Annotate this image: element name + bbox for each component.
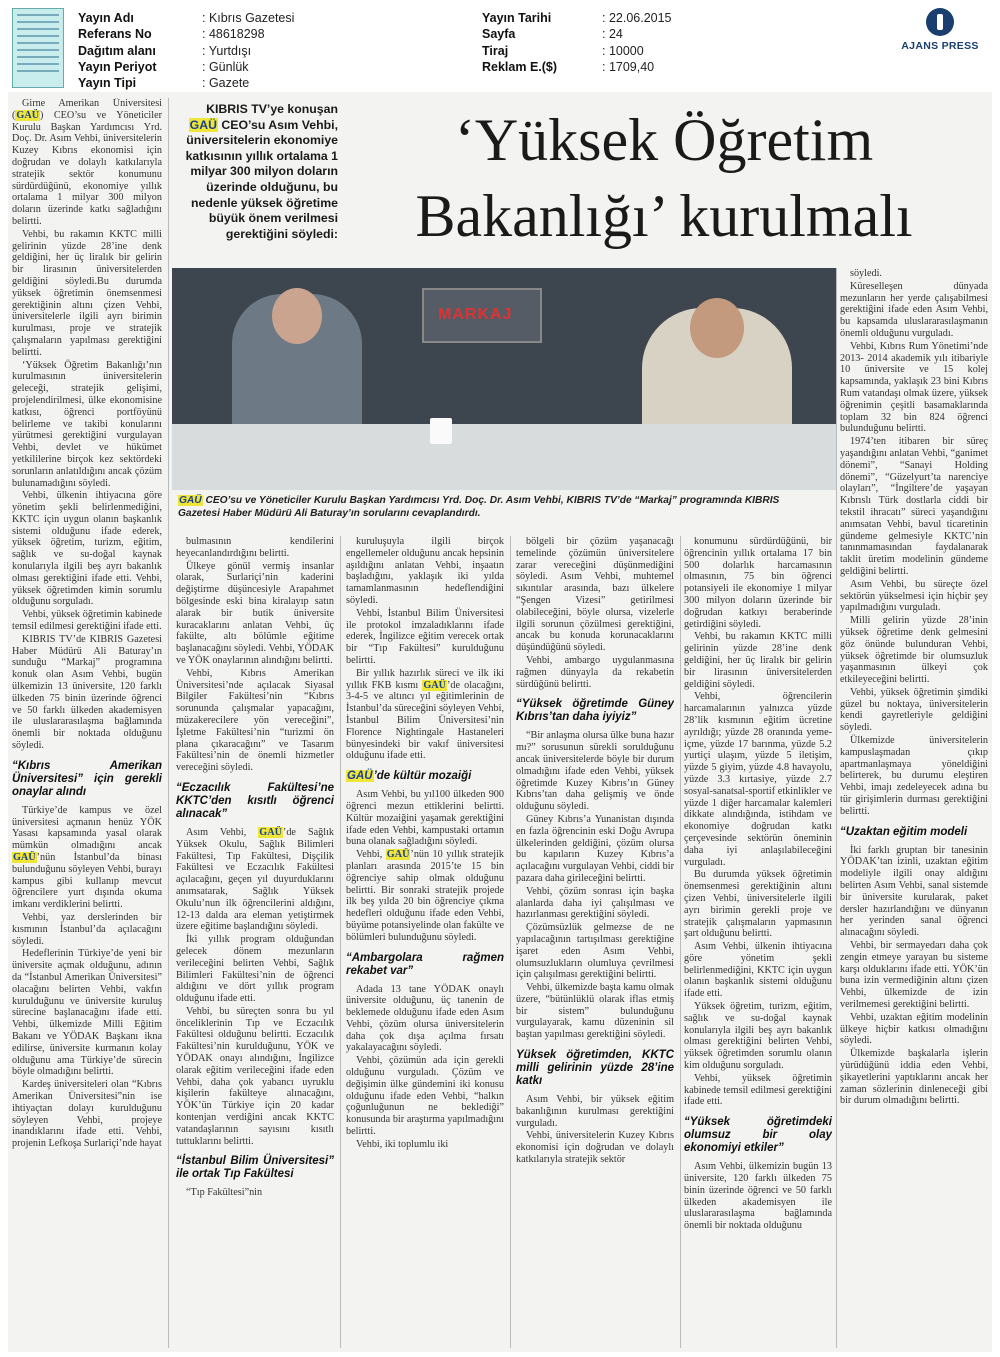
paragraph: ‘Yüksek Öğretim Bakanlığı’nın kurulmasının üniversitelerin geleceği, stratejik gelişimi, projelendirilmesi, ülke ekonomisine katkısı, öğrenci portföyünü belirleme ve takibi konularını yürütmesi gerektiğini vurgulayan Vehbi, devlet ve hükümet yetkililerine birçok kez sektördeki sorunların anlatıldığını ancak çözüm bulunamadığını söyledi. — [12, 359, 162, 489]
text-run: ’nün 10 yıllık stratejik planları arasında 2015’te 15 bin öğrenciye sahip olmak olduğunu belirtti. Bir sonraki stratejik projede ilk beş yılda 20 bin öğrenciye çıkma hedefleri olduğunu ifade eden Vehbi, büyüme potansiyelinde olan fakülte ve bölümleri bulunduğunu söyledi. — [346, 849, 504, 943]
highlight: GAÜ — [386, 849, 410, 861]
text-run: ’de kültür mozaiği — [373, 770, 472, 783]
meta-label: Sayfa — [482, 27, 516, 42]
paragraph: Güney Kıbrıs’a Yunanistan dışında en fazla öğrencinin eski Doğu Avrupa ülkelerinden geldiğini, çözüm olursa bu kapıların Kuzey Kıbrıs’a açılacağını vurgulayan Vehbi, ciddi bir pazara daha girileceğini belirtti. — [516, 813, 674, 884]
paragraph: Kardeş üniversiteleri olan “Kıbrıs Amerikan Üniversitesi”nin ise ihtiyaçtan dolayı kurulduğunu söyleyen Vehbi, projeye inandıklarını ifade etti. Vehbi, projenin Lefkoşa Surlariçi’nde hayat — [12, 1079, 162, 1150]
column-divider — [168, 98, 169, 1348]
paragraph: Vehbi, uzaktan eğitim modelinin ülkeye hiçbir katkısı olmadığını söyledi. — [840, 1011, 988, 1047]
deck-text-b: CEO’su Asım Vehbi, üniversitelerin ekonomiye katkısının yıllık ortalama 1 milyar 300 milyon doların üzerinde olduğunu, bu nedenle yüksek öğretime büyük önem verilmesi gerektiğini söyledi: — [185, 117, 338, 241]
paragraph: Küreselleşen dünyada mezunların her yerde çalışabilmesi gerektiğini ifade eden Asım Vehbi, bu kapsamda uluslararasılaşmanın önemli olduğunu vurguladı. — [840, 280, 988, 339]
paragraph — [346, 849, 504, 943]
paragraph: bulmasının kendilerini heyecanlandırdığını belirtti. — [176, 536, 334, 559]
paragraph: kuruluşuyla ilgili birçok engellemeler olduğunu ancak hepsinin aşıldığını anlatan Vehbi, inşaatın başladığını, yaklaşık iki yılda tamamlanmasının hedeflendiğini söyledi. — [346, 536, 504, 606]
subheading: “İstanbul Bilim Üniversitesi” ile ortak Tıp Fakültesi — [176, 1155, 334, 1181]
article-column-5 — [684, 536, 832, 1346]
meta-value: : 24 — [602, 27, 623, 42]
highlight: GAÜ — [16, 109, 40, 121]
meta-value: : Yurtdışı — [202, 43, 252, 58]
paragraph: söyledi. — [850, 268, 882, 279]
article-column-2 — [176, 536, 334, 1346]
paragraph: Ülkeye gönül vermiş insanlar olarak, Surlariçi’nin kaderini değiştirme düşüncesiyle Arapahmet bölgesinde eski bina kiralayıp satın alarak bir butik üniversite kuracaklarını anlatan Vehbi, üç fakülte, altı bölümle eğitime başlanacağını söyledi. Vehbi, YÖDAK ve YÖK onaylarının alındığını belirtti. — [176, 560, 334, 666]
paragraph: Vehbi, üniversitelerin Kuzey Kıbrıs ekonomisi için doğrudan ve dolaylı katkılarıyla stratejik sektör — [516, 1130, 674, 1166]
paragraph: Vehbi, bir sermayedarı daha çok zengin etmeye yarayan bu sisteme karşı olduklarını ifade etti. YÖK’ün buna izin vermediğinin altını çizen Vehbi, ülkemizde de izin verilmemesi gerektiğini belirtti. — [840, 940, 988, 1011]
deck-text-a: KIBRIS TV’ye konuşan — [206, 102, 338, 116]
paragraph: Asım Vehbi, bir yüksek eğitim bakanlığının kurulması gerektiğini vurguladı. — [516, 1094, 674, 1129]
paragraph: İki yıllık program olduğundan gelecek dönem mezunların verileceğini belirten Vehbi, Sağlık Bilimleri Fakültesi’nin de öğrenci aldığını ve dört yıllık program olduğunu ifade etti. — [176, 934, 334, 1005]
meta-label: Yayın Periyot — [78, 59, 157, 74]
subheading: “Yüksek öğretimde Güney Kıbrıs’tan daha iyiyiz” — [516, 698, 674, 724]
meta-value: : 48618298 — [202, 27, 265, 42]
paragraph: Vehbi, çözümün ada için gerekli olduğunu vurguladı. Çözüm ve değişimin ülke gündemini iki konusu olduğunu ifade eden Vehbi, “halkın çoğunluğunun ne beklediği” konusunda bir araştırma yapılmadığını belirtti. — [346, 1055, 504, 1138]
meta-value: : Kıbrıs Gazetesi — [202, 11, 295, 25]
subheading: “Ambargolara rağmen rekabet var” — [346, 951, 504, 977]
subheading: “Eczacılık Fakültesi’ne KKTC’den kısıtlı öğrenci alınacak” — [176, 781, 334, 820]
meta-value: : Gazete — [202, 76, 250, 91]
paragraph: Asım Vehbi, ülkemizin bugün 13 üniversite, 120 farklı ülkeden 75 binin üzerinde öğrenci ve 50 farklı ülkeden akademisyen ile uluslararasılaşma bağlamında önemli bir noktada olduğunu — [684, 1161, 832, 1232]
paragraph: Vehbi, ülkenin ihtiyacına göre yönetim şekli belirlenmediğini, KKTC için uygun olanın başkanlık sistemi olduğunu ifade ederek, yüksek öğretim, turizm, eğitim, sağlık ve su-doğal kaynak konularıyla ilgili beş ayrı bakanlık olması gerektiğini ifade etti. Vehbi, yüksek öğretimden kimin sorumlu olduğunu sorguladı. — [12, 490, 162, 608]
meta-value: : 10000 — [602, 43, 644, 58]
meta-label: Yayın Tarihi — [482, 11, 552, 25]
subheading: Yüksek öğretimden, KKTC milli gelirinin yüzde 28’ine katkı — [516, 1049, 674, 1088]
meta-value: : Günlük — [202, 59, 249, 74]
logo-text: AJANS PRESS — [901, 40, 979, 52]
column-divider — [836, 268, 837, 1348]
meta-label: Dağıtım alanı — [78, 43, 156, 58]
article-photo — [172, 268, 836, 490]
paragraph — [12, 98, 162, 228]
subheading: “Kıbrıs Amerikan Üniversitesi” için gerekli onaylar alındı — [12, 759, 162, 798]
meta-label: Yayın Adı — [78, 11, 134, 25]
paragraph — [346, 668, 504, 762]
text-run: Girne Amerikan Üniversitesi ( — [12, 98, 162, 121]
studio-screen — [422, 288, 542, 343]
paragraph: Vehbi, bu rakamın KKTC milli gelirinin yüzde 28’ine denk geldiğini, her üç liralık bir gelirin bir lirasının üniversitelerden geldiğini söyledi. — [684, 631, 832, 690]
highlight: GAÜ — [423, 679, 446, 691]
paragraph: Vehbi, öğrencilerin harcamalarının yalnızca yüzde 28’lik kısmının eğitim ücretine ayrıldığı; yüzde 28 oranında yeme-içme, yüzde 17 barınma, yüzde 5.2 yurtiçi ulaşım, yüzde 5 iletişim, yüzde 5 giyim, yüzde 4.8 havayolu, yüzde 3.3 kırtasiye, yüzde 2.7 sosyal-sanatsal-sportif etkinlikler ve yüzde 1 diğer harcamalar kalemleri dikkate alındığında, istihdam ve ekonomiye doğrudan katkı çerçevesinde sektörün öneminin daha iyi anlaşılabileceğini vurguladı. — [684, 691, 832, 868]
text-run: ’nün İstanbul’da binası bulunduğunu söyleyen Vehbi, burayı kampus gibi kullanıp mevcut öğrencilere yurt dışında okuma imkanı verdiklerini belirtti. — [12, 852, 162, 911]
paragraph: Vehbi, Kıbrıs Amerikan Üniversitesi’nde açılacak Siyasal Bilgiler Fakültesi’nin “Kıbrıs sorununda çalışmalar yapacağını, müzakerecilere yön vereceğini”, İşletme Fakültesi’nin “turizmi ön plana çıkaracağını” ve Tasarım Fakültesi’nin de önemli hizmetler vereceğini söyledi. — [176, 667, 334, 774]
paragraph: Asım Vehbi, bu süreçte özel sektörün yükselmesi için hiçbir şey yapılmadığını vurguladı. — [840, 578, 988, 614]
subheading: “Yüksek öğretimdeki olumsuz bir olay ekonomiyi etkiler” — [684, 1116, 832, 1155]
article-column-1 — [12, 98, 162, 1350]
subheading — [346, 770, 504, 783]
text-run: Vehbi, — [356, 849, 386, 861]
paragraph — [12, 805, 162, 911]
meta-left-group — [78, 10, 294, 91]
column-divider — [680, 536, 681, 1348]
paragraph: Vehbi, yüksek öğretimin kabinede temsil edilmesi gerektiğini ifade etti. — [684, 1072, 832, 1108]
paragraph — [176, 827, 334, 933]
paragraph: Vehbi, yaz derslerinden bir kısmının İstanbul’da açılacağını söyledi. — [12, 912, 162, 947]
paragraph: Vehbi, yüksek öğretimin şimdiki güzel bu noktaya, üniversitelerin kendi gayretleriyle geldiğini söyledi. — [840, 686, 988, 734]
paragraph: İki farklı gruptan bir tanesinin YÖDAK’tan izinli, uzaktan eğitim modeliyle ilgili onay aldığını belirten Asım Vehbi, sanal sistemde bir üniversite kurularak, paket dersler hazırlandığını ve dünyanın her yerinden sanal öğrenci alınacağını söyledi. — [840, 844, 988, 939]
column-divider — [340, 536, 341, 1348]
meta-right-group — [482, 10, 672, 75]
article-column-3 — [346, 536, 504, 1346]
paragraph: Adada 13 tane YÖDAK onaylı üniversite olduğunu, üç tanenin de beklemede olduğunu ifade eden Asım Vehbi, çözüm olursa üniversitelerin daha çok dışa açılma fırsatı yakalayacağını söyledi. — [346, 983, 504, 1054]
paragraph: Asım Vehbi, ülkenin ihtiyacına göre yönetim şekli belirlenmediğini, KKTC için uygun olanın başkanlık sistemi olduğunu ifade etti. — [684, 941, 832, 1000]
highlight: GAÜ — [259, 826, 282, 838]
deck-highlight: GAÜ — [189, 117, 217, 132]
text-run: Türkiye’de kampus ve özel üniversitesi açmanın henüz YÖK Yasası kapsamında yasal olarak mümkün olmadığını ancak — [12, 804, 162, 852]
paragraph: Vehbi, yüksek öğretimin kabinede temsil edilmesi gerektiğini ifade etti. — [12, 609, 162, 633]
paragraph: Vehbi, ambargo uygulanmasına rağmen dünyayla da rekabetin sürdüğünü belirtti. — [516, 654, 674, 690]
text-run: Asım Vehbi, — [186, 826, 259, 838]
photo-caption — [178, 494, 824, 520]
paragraph: Ülkemizde üniversitelerin kampuslaşmadan çıkıp apartmanlaşmaya yöneldiğini belirterek, bu durumu eleştiren Vehbi, imajı zedeleyecek adına bu tür girişimlerin durması gerektiğini belirtti. — [840, 735, 988, 817]
text-run: ’de olacağını, 3-4-5 ve altıncı yıl eğitimlerinin de İstanbul’da süreceğini söyleyen Vehbi, İstanbul Bilim Üniversitesi’nin Florence Nightingale Hastaneleri bünyesindeki bir vakıf üniversitesi olduğunu ifade etti. — [346, 679, 504, 762]
paragraph: Yüksek öğretim, turizm, eğitim, sağlık ve su-doğal kaynak konularıyla ilgili beş ayrı bakanlık olması gerektiğini belirten Vehbi, yüksek öğretimden sorumlu olanın kim olduğunu sorguladı. — [684, 1001, 832, 1072]
article-deck — [178, 102, 338, 242]
paragraph: bölgeli bir çözüm yaşanacağı temelinde çözümün üniversitelere zarar vereceğini düşünmediğini söyledi. Asım Vehbi, muhtemel sıkıntılar arasında, bazı ülkelere “Şengen Vizesi” getirilmesi olabileceğini, böyle olursa, vizelerle ilgili sorunun çözülmesi gerektiğini, ancak bu konuda korunacaklarını düşündüğünü söyledi. — [516, 536, 674, 654]
text-run: Bir yıllık hazırlık süreci ve ilk iki yıllık FKB kısmı — [346, 667, 504, 691]
clipping-thumbnail — [12, 8, 64, 88]
meta-value: : 22.06.2015 — [602, 11, 672, 25]
paragraph: Çözümsüzlük gelmezse de ne yapılacağının tartışılması gerektiğine işaret eden Asım Vehbi, olumsuzlukların olumluya çevrilmesi için çalışılması gerektiğini belirtti. — [516, 922, 674, 981]
subheading: “Uzaktan eğitim modeli — [840, 825, 968, 838]
headline-line-1: ‘Yüksek Öğretim — [454, 107, 874, 173]
text-run: ) CEO’su ve Yöneticiler Kurulu Başkan Yardımcısı Yrd. Doç. Dr. Asım Vehbi, üniversitelerin Kuzey Kıbrıs ekonomisi için doğrudan ve dolaylı katkılarıyla stratejik sektör konumunu sürdürdüğünü, ekonomiye yıllık ortalama 1 milyar 300 milyon doların üzerinde katkı sağladığını belirtti. — [12, 109, 162, 227]
paragraph: Vehbi, iki toplumlu iki — [356, 1138, 449, 1150]
highlight: GAÜ — [347, 770, 373, 783]
headline-line-2: Bakanlığı’ kurulmalı — [415, 183, 913, 249]
paragraph: konumunu sürdürdüğünü, bir öğrencinin yıllık ortalama 17 bin 500 dolarlık harcamasının olmasının, 75 bin öğrenci potansiyeli ile ekonomiye 1 milyar 300 milyon doların üzerinde bir doğrudan katkıyı beraberinde getirdiğini söyledi. — [684, 536, 832, 630]
paragraph: “Bir anlaşma olursa ülke buna hazır mı?” sorusunun sürekli sorulduğunu ancak üniversitelerde böyle bir durum olmadığını ifade eden Vehbi, yüksek öğretimde Kuzey Kıbrıs’ın Güney Kıbrıs’tan daha gelişmiş ve önde olduğunu söyledi. — [516, 730, 674, 813]
meta-label: Yayın Tipi — [78, 76, 137, 91]
paragraph: Vehbi, çözüm sonrası için başka alanlarda daha iyi çalışılması ve hazırlanması gerektiğini söyledi. — [516, 885, 674, 921]
meta-label: Referans No — [78, 27, 152, 42]
ajans-press-logo-icon — [926, 8, 954, 36]
article-headline — [344, 102, 984, 254]
paragraph: Vehbi, bu rakamın KKTC milli gelirinin yüzde 28’ine denk geldiğini, her üç liralık bir gelirin bir lirasının üniversitelerden geldiğini söyledi.Bu durumda yüksek öğretimin önemsenmesi gerektiğinin altını çizen Vehbi, üniversitelerle ilgili ayrı birimin kurulması, proje ve stratejik çalışmaların yapılması gerektiğini belirtti. — [12, 228, 162, 358]
paragraph: Bu durumda yüksek öğretimin önemsenmesi gerektiğinin altını çizen Vehbi, üniversitelerle ilgili ayrı birimin gerekli proje ve stratejik çalışmaların yapmasının şart olduğunu belirtti. — [684, 869, 832, 940]
paragraph: Vehbi, ülkemizde başta kamu olmak üzere, “bütünlüklü olarak iflas etmiş bir sistem” bulunduğunu vurgulayarak, kamu düzeninin sil baştan yapılması gerektiğini söyledi. — [516, 982, 674, 1041]
paragraph: Vehbi, İstanbul Bilim Üniversitesi ile protokol imzaladıklarını ifade ederek, İngilizce eğitim verecek ortak bir “Tıp Fakültesi” kurulduğunu belirtti. — [346, 607, 504, 666]
paragraph: Asım Vehbi, bu yıl100 ülkeden 900 öğrenci mezun ettiklerini belirtti. Kültür mozaiğini yaşamak gerektiğini ifade eden Vehbi, kampustaki ortamın buna olanak sağladığını söyledi. — [346, 789, 504, 848]
ajans-press-logo — [890, 8, 990, 52]
paragraph: “Tıp Fakültesi”nin — [186, 1187, 263, 1199]
caption-highlight: GAÜ — [179, 495, 202, 506]
caption-text: CEO’su ve Yöneticiler Kurulu Başkan Yardımcısı Yrd. Doç. Dr. Asım Vehbi, KIBRIS TV’de “Markaj” programında KIBRIS Gazetesi Haber Müdürü Ali Baturay’ın sorularını cevaplandırdı. — [178, 495, 780, 520]
meta-label: Tiraj — [482, 43, 509, 58]
paragraph: Ülkemizde başkalarla işlerin yürüdüğünü iddia eden Vehbi, şikayetlerini yaptıklarını ancak her zaman sözlerinin dinleneceği gibi bir durum olmadığını belirtti. — [840, 1048, 988, 1107]
paragraph: Vehbi, Kıbrıs Rum Yönetimi’nde 2013- 2014 akademik yılı itibariyle 10 üniversite ve 15 kolej kapsamında, yaklaşık 23 bini Kıbrıs Rum vatandaşı olmak üzere, yüksek öğrenimin çeşitli basamaklarında toplam 32 bin 824 öğrenci bulunduğunu belirtti. — [840, 340, 988, 435]
meta-value: : 1709,40 — [602, 59, 655, 74]
newspaper-clipping — [8, 92, 992, 1352]
mug-icon — [430, 418, 452, 444]
column-divider — [510, 536, 511, 1348]
text-run: ’de Sağlık Yüksek Okulu, Sağlık Bilimleri Fakültesi, Tıp Fakültesi, Dişçilik Fakültesi ve Eczacılık Fakültesi açılacağını, geçen yıl duyurduklarını anımsatarak, Sağlık Yüksek Okulu’nun ilk öğrencilerini aldığını, 12-13 dalda ara eleman yetiştirmek üzere eğitime başlandığını söyledi. — [176, 826, 334, 933]
clipping-header — [0, 0, 1000, 92]
article-column-6 — [840, 268, 988, 1348]
meta-label: Reklam E.($) — [482, 59, 558, 74]
paragraph: 1974’ten itibaren bir süreç yaşandığını anlatan Vehbi, “ganimet dönemi”, “Sanayi Holding dönemi”, “Güzelyurt’ta narenciye olayları”, “İngiltere’de yaşayan Kıbrıslı Türk dostlarla ciddi bir tekstil ihracatı” süreci yaşandığını anımsatan Vehbi, bavul ticaretinin gündeme gelmesiyle KKTC’nin tanınmamasından faydalanarak taklit üretim modelinin gündeme geldiğini belirtti. — [840, 436, 988, 577]
paragraph: Hedeflerinin Türkiye’de yeni bir üniversite açmak olduğunu, adının da “İstanbul Amerikan Üniversitesi” olacağını belirten Vehbi, vakfın kurulduğunu ve üniversite kuruluş sürecine başlanacağını ifade etti. Vehbi, ülkemizde Milli Eğitim Bakanı ve YÖDAK Başkanı ikna edilirse, üniversite kurmanın kolay olduğunu ama Türkiye’de sürecin böyle olmadığını belirtti. — [12, 948, 162, 1078]
paragraph: Milli gelirin yüzde 28’inin yüksek öğretime denk gelmesini göz önünde bulunduran Vehbi, yüksek öğretimde bir olumsuzluk yaşanmasının ülkeyi çok etkileyeceğini belirtti. — [840, 615, 988, 686]
studio-desk — [172, 424, 836, 490]
article-column-4 — [516, 536, 674, 1346]
paragraph: KIBRIS TV’de KIBRIS Gazetesi Haber Müdürü Ali Baturay’ın sunduğu “Markaj” programına konuk olan Asım Vehbi, bugün ülkemizin 13 üniversite, 120 farklı ülkeden 75 binin üzerinde öğrenci ve 50 farklı ülkeden akademisyen ile uluslararasılaşma bağlamında önemli bir noktada olduğunu söyledi. — [12, 633, 162, 752]
highlight: GAÜ — [13, 852, 36, 864]
screen-text: MARKAJ — [438, 306, 513, 323]
paragraph: Vehbi, bu süreçten sonra bu yıl önceliklerinin Tıp ve Eczacılık Fakültesi olduğunu belirtti. Eczacılık Fakültesi’nin kurulduğunu, YÖK ve YÖDAK onayı alındığını, İngilizce olarak eğitim verileceğini ifade eden Vehbi, daha çok yabancı uyruklu kişilerin fakülteye alınacağını, YÖK’ün Türkiye için 20 kadar kontenjan verdiğini ancak KKTC vatandaşlarının sayısını kısıtlı tuttuklarını belirtti. — [176, 1005, 334, 1147]
